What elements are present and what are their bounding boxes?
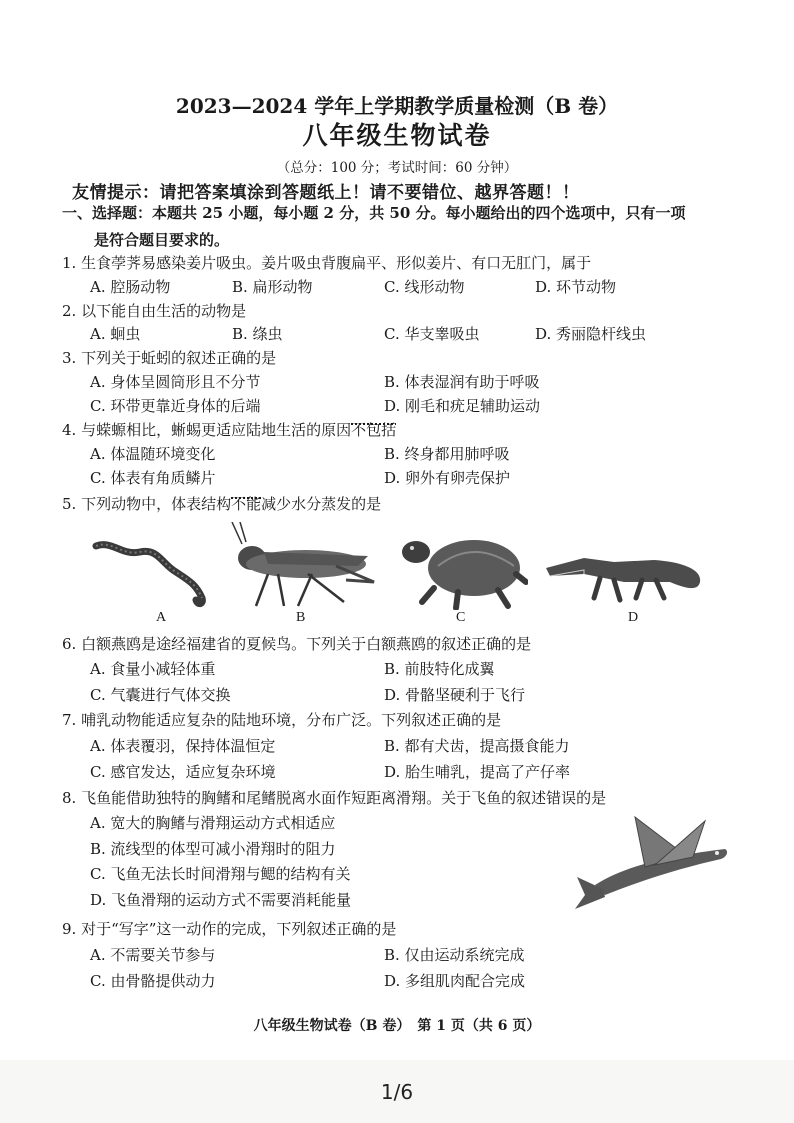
question-7-option-c: C. 感官发达，适应复杂环境	[90, 763, 276, 781]
question-3-option-b: B. 体表湿润有助于呼吸	[384, 373, 540, 391]
question-1-option-a: A. 腔肠动物	[90, 278, 171, 296]
question-1-option-d: D. 环节动物	[535, 278, 617, 296]
question-5-stem-tail: 减少水分蒸发的是	[261, 495, 382, 513]
question-3-stem: 3. 下列关于蚯蚓的叙述正确的是	[62, 349, 277, 367]
question-9-option-d: D. 多组肌肉配合完成	[384, 972, 526, 990]
question-2-option-b: B. 绦虫	[232, 325, 283, 343]
question-8-option-a: A. 宽大的胸鳍与滑翔运动方式相适应	[90, 814, 336, 832]
question-7-option-b: B. 都有犬齿，提高摄食能力	[384, 737, 570, 755]
question-8-stem: 8. 飞鱼能借助独特的胸鳍和尾鳍脱离水面作短距离滑翔。关于飞鱼的叙述错误的是	[62, 789, 607, 807]
page-indicator: 1/6	[380, 1080, 414, 1104]
question-7-stem: 7. 哺乳动物能适应复杂的陆地环境，分布广泛。下列叙述正确的是	[62, 711, 502, 729]
question-7-option-d: D. 胎生哺乳，提高了产仔率	[384, 763, 571, 781]
question-8-option-d: D. 飞鱼滑翔的运动方式不需要消耗能量	[90, 891, 352, 909]
section-heading: 一、选择题：本题共 25 小题，每小题 2 分，共 50 分。每小题给出的四个选项中，只有一项	[62, 204, 686, 222]
question-6-option-c: C. 气囊进行气体交换	[90, 686, 231, 704]
question-4-emphasis: 不包括	[351, 421, 397, 439]
flying-fish-image	[575, 815, 735, 911]
question-4-stem	[62, 419, 396, 440]
friendly-tip: 友情提示：请把答案填涂到答题纸上！请不要错位、越界答题！！	[72, 183, 580, 203]
question-6-option-a: A. 食量小减轻体重	[90, 660, 216, 678]
question-8-option-b: B. 流线型的体型可减小滑翔时的阻力	[90, 840, 336, 858]
section-heading-cont: 是符合题目要求的。	[94, 231, 230, 249]
question-4-stem-text: 4. 与蝾螈相比，蜥蜴更适应陆地生活的原因	[62, 421, 352, 439]
figure-label-b: B	[296, 610, 306, 625]
question-3-option-d: D. 刚毛和疣足辅助运动	[384, 397, 541, 415]
question-4-option-d: D. 卵外有卵壳保护	[384, 469, 511, 487]
question-9-option-b: B. 仅由运动系统完成	[384, 946, 525, 964]
question-9-option-c: C. 由骨骼提供动力	[90, 972, 216, 990]
question-1-stem: 1. 生食荸荠易感染姜片吸虫。姜片吸虫背腹扁平、形似姜片、有口无肛门，属于	[62, 254, 592, 272]
turtle-image	[398, 526, 528, 610]
question-1-option-b: B. 扁形动物	[232, 278, 313, 296]
question-4-option-c: C. 体表有角质鳞片	[90, 469, 216, 487]
question-2-option-c: C. 华支睾吸虫	[384, 325, 480, 343]
question-5-emphasis: 不能	[231, 495, 262, 513]
question-2-stem: 2. 以下能自由生活的动物是	[62, 302, 247, 320]
page-footer: 八年级生物试卷（B 卷） 第 1 页（共 6 页）	[253, 1018, 541, 1034]
question-3-option-a: A. 身体呈圆筒形且不分节	[90, 373, 261, 391]
question-7-option-a: A. 体表覆羽，保持体温恒定	[90, 737, 276, 755]
question-1-option-c: C. 线形动物	[384, 278, 465, 296]
grasshopper-image	[228, 522, 378, 610]
question-5-stem	[62, 493, 381, 514]
question-6-stem: 6. 白额燕鸥是途经福建省的夏候鸟。下列关于白额燕鸥的叙述正确的是	[62, 635, 532, 653]
question-6-option-b: B. 前肢特化成翼	[384, 660, 495, 678]
question-3-option-c: C. 环带更靠近身体的后端	[90, 397, 261, 415]
question-9-option-a: A. 不需要关节参与	[90, 946, 216, 964]
question-4-option-a: A. 体温随环境变化	[90, 445, 216, 463]
crocodile-image	[544, 548, 704, 606]
figure-label-c: C	[456, 610, 466, 625]
exam-meta: （总分：100 分；考试时间：60 分钟）	[276, 160, 518, 176]
question-5-figures	[80, 520, 720, 630]
question-2-option-a: A. 蛔虫	[90, 325, 141, 343]
question-5-stem-text: 5. 下列动物中，体表结构	[62, 495, 232, 513]
question-9-stem: 9. 对于“写字”这一动作的完成，下列叙述正确的是	[62, 920, 397, 938]
exam-subtitle: 八年级生物试卷	[302, 121, 492, 150]
question-8-option-c: C. 飞鱼无法长时间滑翔与鳃的结构有关	[90, 865, 351, 883]
exam-title: 2023—2024 学年上学期教学质量检测（B 卷）	[175, 94, 619, 118]
question-6-option-d: D. 骨骼坚硬利于飞行	[384, 686, 526, 704]
question-4-option-b: B. 终身都用肺呼吸	[384, 445, 510, 463]
figure-label-d: D	[628, 610, 639, 625]
question-2-option-d: D. 秀丽隐杆线虫	[535, 325, 647, 343]
figure-label-a: A	[156, 610, 167, 625]
earthworm-image	[92, 538, 212, 610]
